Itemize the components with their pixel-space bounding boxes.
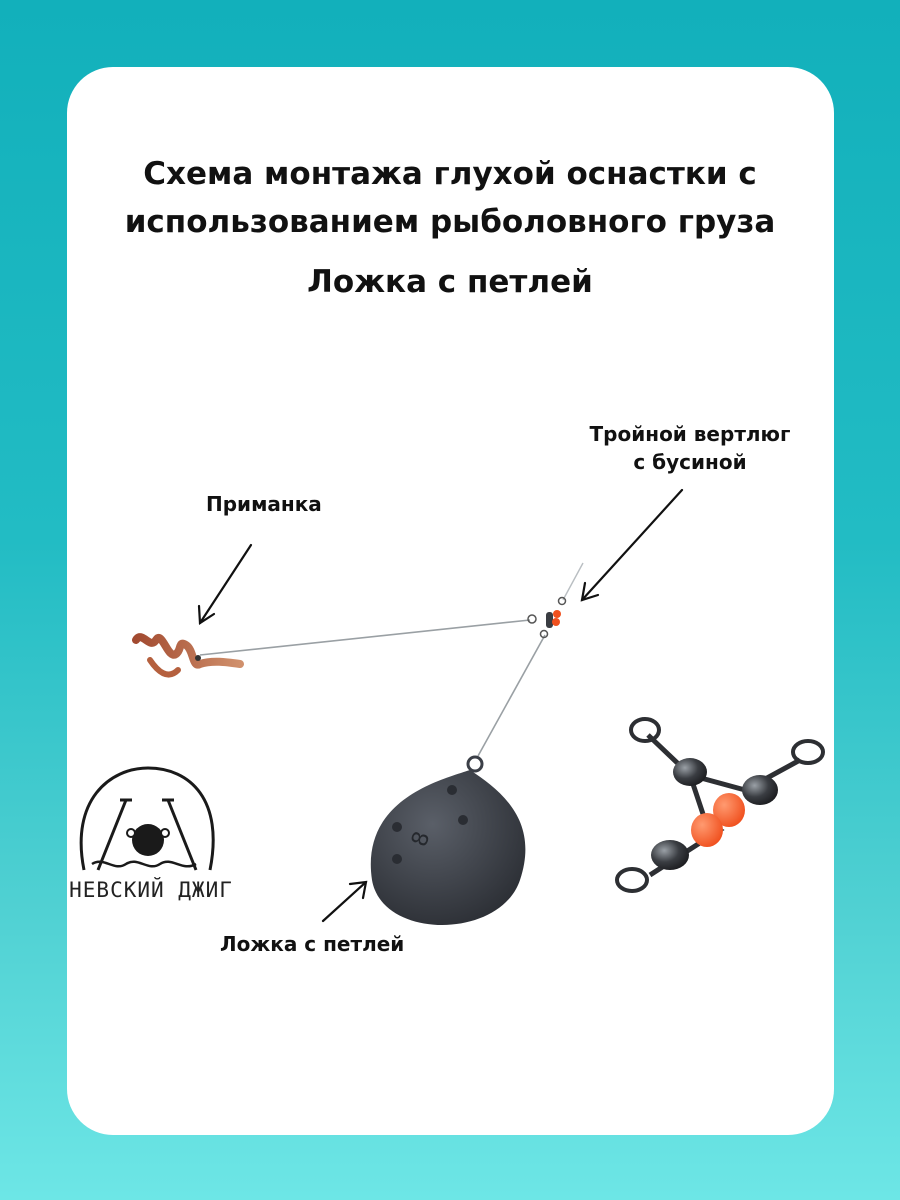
- label-swivel: [560, 420, 820, 476]
- worm-bait: [136, 637, 240, 674]
- title-line-1: Схема монтажа глухой оснастки с: [143, 156, 757, 192]
- arrow-to-swivel: [582, 490, 682, 600]
- fishing-line-top: [563, 563, 583, 600]
- label-swivel-line-1: Тройной вертлюг: [589, 422, 791, 446]
- fishing-line-sinker: [478, 635, 545, 756]
- label-bait: Приманка: [206, 492, 322, 516]
- rig-swivel: [528, 598, 566, 638]
- arrow-to-bait: [199, 545, 251, 623]
- sinker-spoon: [371, 757, 526, 925]
- page-subtitle: Ложка с петлей: [307, 264, 593, 300]
- nevsky-jig-logo: [81, 768, 213, 870]
- triple-swivel-photo: [617, 719, 823, 891]
- fishing-line-main: [200, 620, 530, 655]
- sinker-marking: 8: [407, 828, 436, 851]
- title-line-2: использованием рыболовного груза: [124, 204, 776, 240]
- label-sinker: Ложка с петлей: [220, 932, 405, 956]
- logo-text: НЕВСКИЙ ДЖИГ: [69, 878, 233, 902]
- arrow-to-sinker: [323, 882, 366, 921]
- label-swivel-line-2: с бусиной: [633, 450, 747, 474]
